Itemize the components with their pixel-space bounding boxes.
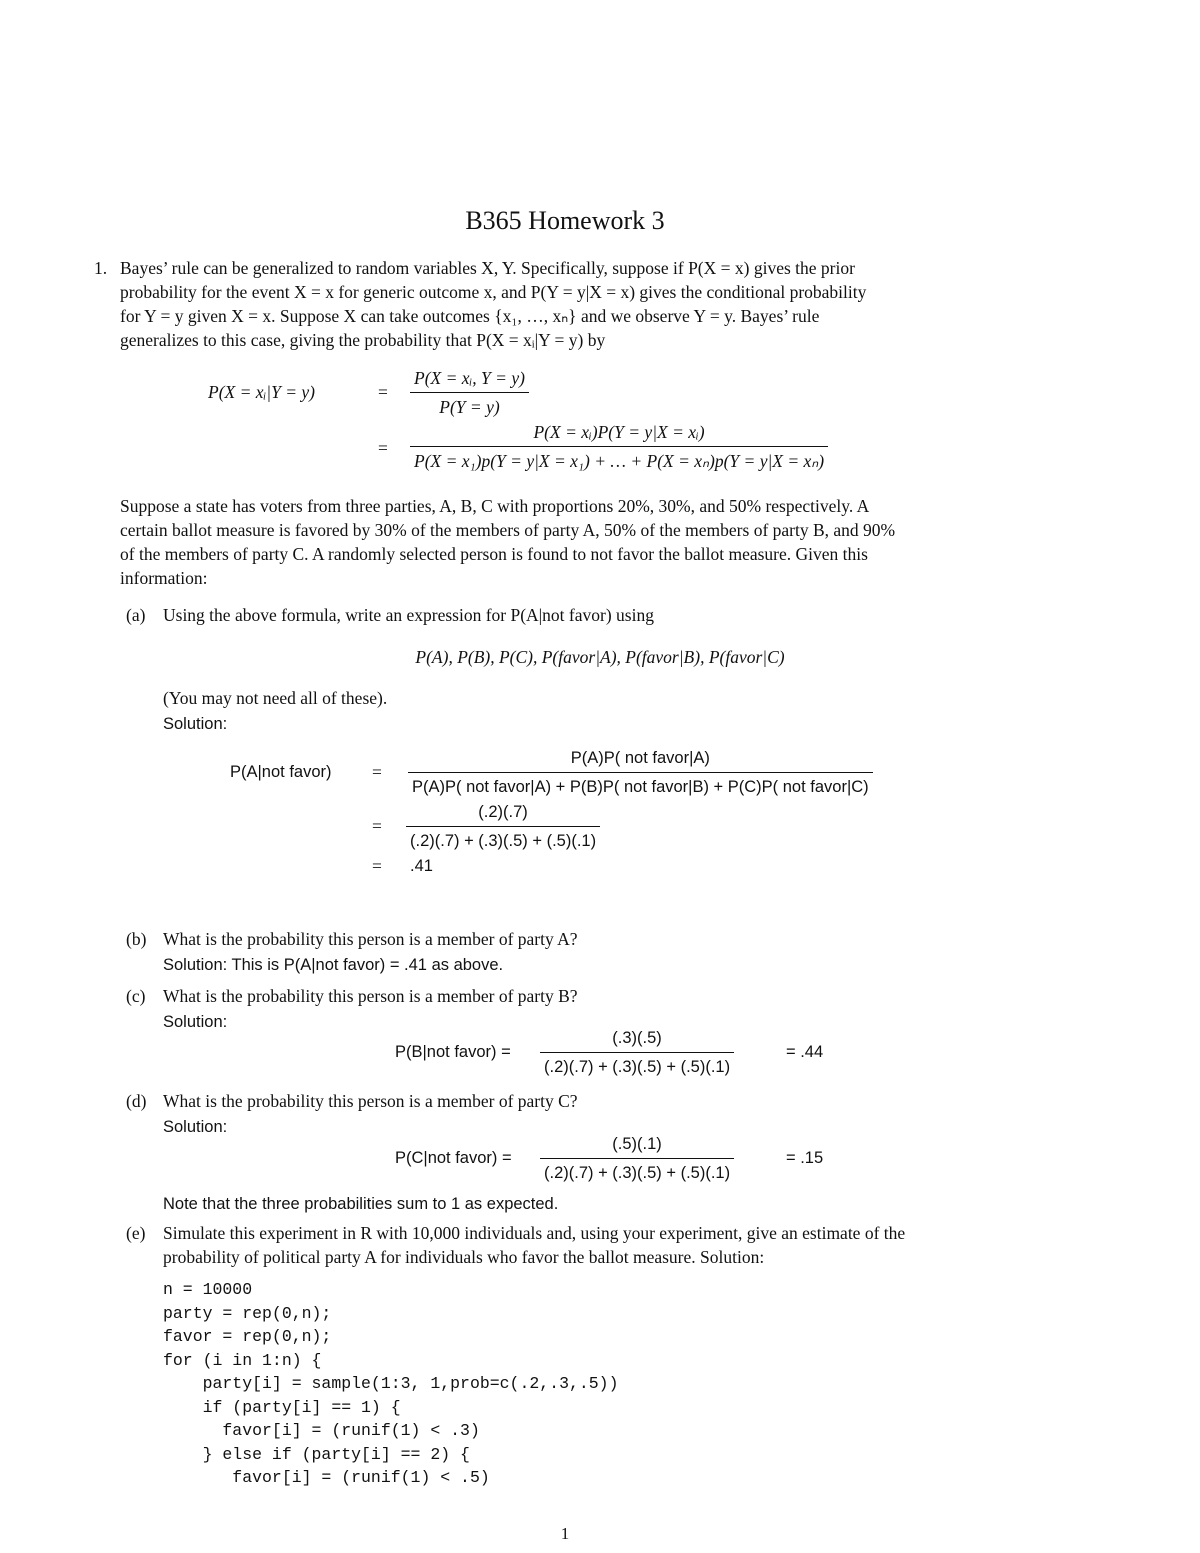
part-c-question: What is the probability this person is a member of party B? [163,986,578,1006]
part-b-solution: Solution: This is P(A|not favor) = .41 as above. [163,956,504,974]
part-a-note: (You may not need all of these). [163,688,388,708]
bayes-equation [0,360,1200,480]
part-d-result: = .15 [786,1149,824,1167]
part-c-result: = .44 [786,1043,824,1061]
setup-line: of the members of party C. A randomly selected person is found to not favor the ballot measure. Given this [120,544,868,564]
part-d-equation [0,1130,1200,1186]
q1-intro-line: probability for the event X = x for generic outcome x, and P(Y = y|X = x) gives the conditional probability [120,282,867,302]
setup-line: certain ballot measure is favored by 30% of the members of party A, 50% of the members of party B, and 90% [120,520,896,540]
equals-sign: = [372,762,382,782]
equals-sign: = [378,438,388,458]
q1-intro [120,256,866,352]
solution-label: Solution: [163,715,228,733]
q1-intro-line: for Y = y given X = x. Suppose X can take outcomes {x₁, …, xₙ} and we observe Y = y. Bayes’ rule [120,306,820,326]
fraction-numerator: (.2)(.7) [406,800,600,827]
bayes-lhs: P(X = xᵢ|Y = y) [208,382,315,402]
setup-line: Suppose a state has voters from three parties, A, B, C with proportions 20%, 30%, and 50% respectively. A [120,496,870,516]
part-b-question: What is the probability this person is a member of party A? [163,929,578,949]
part-a-label: (a) [126,605,146,625]
code-line: for (i in 1:n) { [163,1350,322,1370]
part-b-label: (b) [126,929,147,949]
equals-sign: = [378,382,388,402]
fraction-numerator: P(A)P( not favor|A) [408,746,873,773]
fraction-numerator: (.5)(.1) [540,1132,734,1159]
part-e-question [163,1221,905,1269]
fraction-denominator: P(Y = y) [439,397,500,417]
bayes-fraction-2 [410,420,828,473]
solution-label: Solution: [163,1118,228,1136]
solution-label: Solution: [163,1013,228,1031]
part-c-fraction [540,1026,734,1079]
code-line: favor[i] = (runif(1) < .5) [163,1468,490,1487]
bayes-fraction-1 [410,366,529,419]
equals-sign: = [372,856,382,876]
part-e-label: (e) [126,1223,146,1243]
fraction-numerator: P(X = xᵢ)P(Y = y|X = xᵢ) [410,420,828,447]
q1-intro-line: generalizes to this case, giving the probability that P(X = xᵢ|Y = y) by [120,330,606,350]
fraction-denominator: P(X = x₁)p(Y = y|X = x₁) + … + P(X = xₙ)p(Y = y|X = xₙ) [414,451,825,471]
code-line: party[i] = sample(1:3, 1,prob=c(.2,.3,.5)) [163,1374,619,1393]
page-number: 1 [560,1524,570,1543]
r-code-block [163,1278,618,1490]
fraction-numerator: P(X = xᵢ, Y = y) [410,366,529,393]
part-e-question-line: Simulate this experiment in R with 10,000 individuals and, using your experiment, give an estimate of the [163,1223,906,1243]
code-line: if (party[i] == 1) { [163,1397,401,1417]
part-a-fraction-2 [406,800,600,853]
q1-intro-line: Bayes’ rule can be generalized to random variables X, Y. Specifically, suppose if P(X = x) gives the prior [120,258,855,278]
code-line: favor = rep(0,n); [163,1327,332,1346]
part-a-result: .41 [410,857,433,875]
part-d-note: Note that the three probabilities sum to 1 as expected. [163,1195,559,1213]
part-d-label: (d) [126,1091,147,1111]
part-e-question-line: probability of political party A for individuals who favor the ballot measure. Solution: [163,1247,765,1267]
fraction-numerator: (.3)(.5) [540,1026,734,1053]
fraction-denominator: (.2)(.7) + (.3)(.5) + (.5)(.1) [544,1164,731,1182]
part-c-label: (c) [126,986,146,1006]
part-a-terms: P(A), P(B), P(C), P(favor|A), P(favor|B), P(favor|C) [415,647,785,667]
code-line: } else if (party[i] == 2) { [163,1444,470,1464]
fraction-denominator: (.2)(.7) + (.3)(.5) + (.5)(.1) [544,1058,731,1076]
q1-setup [120,494,895,590]
equals-sign: = [372,816,382,836]
fraction-denominator: (.2)(.7) + (.3)(.5) + (.5)(.1) [410,832,597,850]
part-a-lhs: P(A|not favor) [230,763,332,781]
part-d-question: What is the probability this person is a member of party C? [163,1091,578,1111]
code-line: favor[i] = (runif(1) < .3) [163,1421,480,1440]
part-a-fraction-1 [408,746,873,799]
part-c-equation [0,1024,1200,1080]
setup-line: information: [120,568,208,588]
part-a-equation [0,740,1200,880]
part-d-fraction [540,1132,734,1185]
question-number: 1. [94,258,108,278]
part-d-lhs: P(C|not favor) = [395,1149,512,1167]
part-c-lhs: P(B|not favor) = [395,1043,511,1061]
code-line: n = 10000 [163,1280,253,1299]
part-a-question: Using the above formula, write an expression for P(A|not favor) using [163,605,654,625]
code-line: party = rep(0,n); [163,1303,332,1323]
fraction-denominator: P(A)P( not favor|A) + P(B)P( not favor|B) + P(C)P( not favor|C) [412,778,869,796]
document-title: B365 Homework 3 [465,206,665,235]
